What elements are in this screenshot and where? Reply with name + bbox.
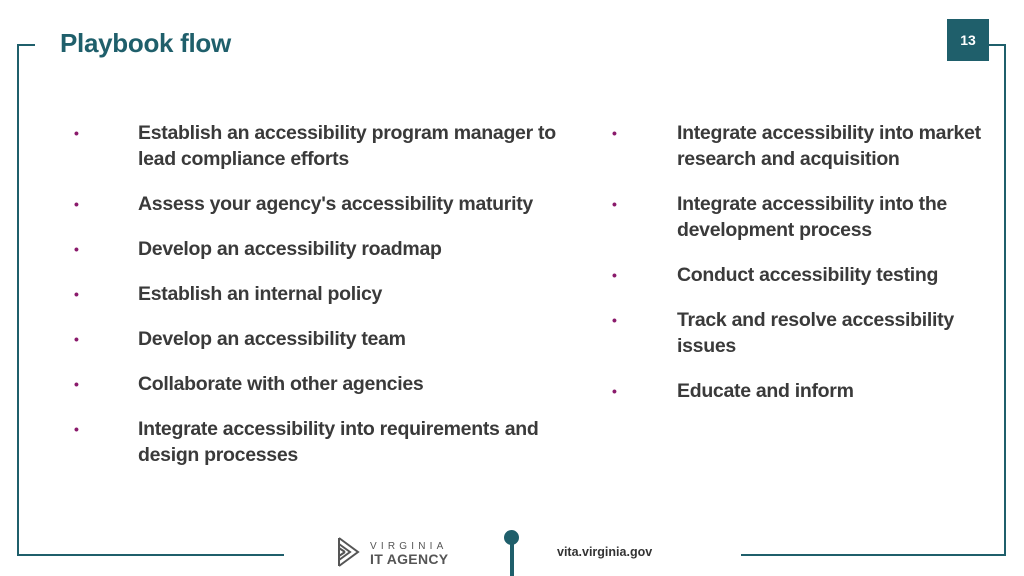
bullet-icon: •	[612, 125, 617, 141]
frame-top-left-line	[17, 44, 35, 46]
list-item: • Integrate accessibility into the development process	[612, 193, 947, 241]
left-bullet-list	[74, 120, 594, 487]
bullet-icon: •	[612, 383, 617, 399]
list-item: • Develop an accessibility team	[74, 328, 406, 350]
virginia-it-agency-logo	[336, 534, 456, 570]
bullet-icon: •	[74, 421, 79, 437]
page-number-badge: 13	[947, 19, 989, 61]
bullet-icon: •	[74, 196, 79, 212]
footer-pin-icon	[504, 530, 519, 545]
frame-bottom-left-line	[17, 554, 284, 556]
list-item: • Track and resolve accessibility issues	[612, 309, 954, 357]
list-item: • Develop an accessibility roadmap	[74, 238, 442, 260]
list-item: • Integrate accessibility into market research and acquisition	[612, 122, 981, 170]
logo-mark-icon	[336, 535, 366, 569]
bullet-icon: •	[74, 125, 79, 141]
frame-right-line	[1004, 44, 1006, 556]
list-item: • Collaborate with other agencies	[74, 373, 424, 395]
bullet-icon: •	[74, 241, 79, 257]
logo-text-top: VIRGINIA	[370, 541, 448, 552]
list-item: • Establish an internal policy	[74, 283, 383, 305]
bullet-icon: •	[74, 331, 79, 347]
site-url[interactable]: vita.virginia.gov	[557, 545, 653, 559]
logo-text-bottom: IT AGENCY	[370, 551, 449, 567]
frame-left-line	[17, 44, 19, 556]
bullet-icon: •	[612, 196, 617, 212]
footer-pin-stem	[510, 540, 514, 576]
bullet-icon: •	[612, 267, 617, 283]
slide-title: Playbook flow	[60, 28, 231, 58]
list-item: • Educate and inform	[612, 380, 854, 402]
list-item: • Conduct accessibility testing	[612, 264, 939, 286]
list-item: • Assess your agency's accessibility maturity	[74, 193, 533, 215]
bullet-icon: •	[612, 312, 617, 328]
right-bullet-list	[612, 120, 1002, 423]
bullet-icon: •	[74, 376, 79, 392]
frame-bottom-right-line	[741, 554, 1006, 556]
list-item: • Establish an accessibility program manager to lead compliance efforts	[74, 122, 556, 170]
bullet-icon: •	[74, 286, 79, 302]
list-item: • Integrate accessibility into requirements and design processes	[74, 418, 539, 466]
